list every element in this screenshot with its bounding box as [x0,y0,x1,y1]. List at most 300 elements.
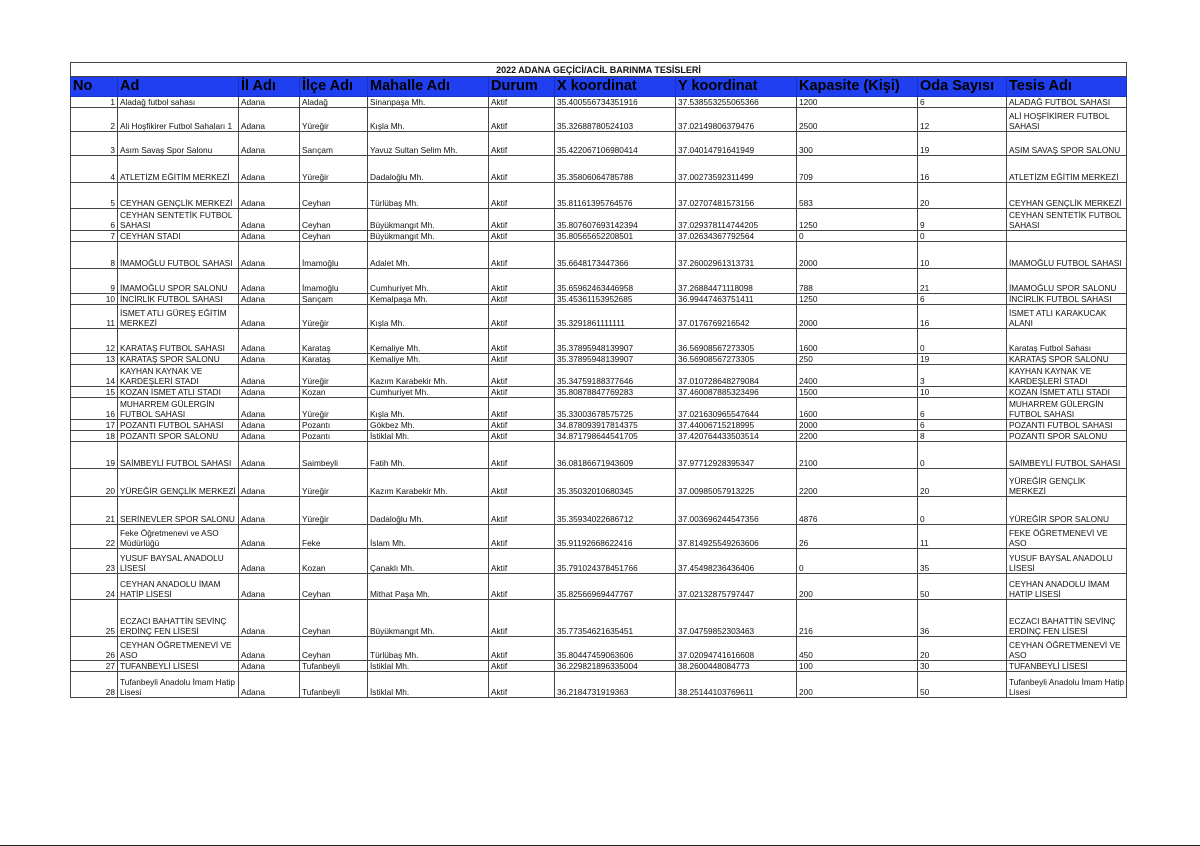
cell-oda: 30 [918,661,1007,672]
col-header-ilce: İlçe Adı [300,77,368,97]
cell-mahalle: Kemalpaşa Mh. [368,294,489,305]
cell-y: 38.2600448084773 [676,661,797,672]
cell-il: Adana [239,365,300,387]
cell-il: Adana [239,156,300,183]
cell-ilce: Feke [300,525,368,549]
cell-il: Adana [239,305,300,329]
cell-oda: 35 [918,549,1007,574]
cell-oda: 10 [918,387,1007,398]
cell-kapasite: 450 [797,637,918,661]
cell-oda: 21 [918,269,1007,294]
cell-ilce: Yüreğir [300,108,368,132]
cell-tesis: TUFANBEYLİ LİSESİ [1007,661,1127,672]
cell-tesis: Karataş Futbol Sahası [1007,329,1127,354]
cell-no: 26 [71,637,118,661]
cell-il: Adana [239,242,300,269]
cell-mahalle: İstiklal Mh. [368,672,489,698]
cell-ad: POZANTI SPOR SALONU [118,431,239,442]
cell-y: 37.45498236436406 [676,549,797,574]
cell-tesis [1007,231,1127,242]
cell-kapasite: 4876 [797,497,918,525]
cell-tesis: YÜREĞİR GENÇLİK MERKEZİ [1007,469,1127,497]
cell-x: 35.37895948139907 [555,354,676,365]
cell-mahalle: Türlübaş Mh. [368,183,489,209]
cell-tesis: SAİMBEYLİ FUTBOL SAHASI [1007,442,1127,469]
cell-kapasite: 200 [797,574,918,600]
cell-ilce: Yüreğir [300,156,368,183]
cell-oda: 0 [918,231,1007,242]
cell-y: 37.00985057913225 [676,469,797,497]
cell-x: 35.80878847769283 [555,387,676,398]
cell-x: 35.35032010680345 [555,469,676,497]
table-row [71,365,1127,387]
cell-no: 25 [71,600,118,637]
cell-tesis: İMAMOĞLU SPOR SALONU [1007,269,1127,294]
cell-x: 35.77354621635451 [555,600,676,637]
cell-no: 4 [71,156,118,183]
cell-tesis: İNCİRLİK FUTBOL SAHASI [1007,294,1127,305]
cell-mahalle: İstiklal Mh. [368,661,489,672]
table-row [71,108,1127,132]
cell-ad: Aladağ futbol sahası [118,97,239,108]
cell-ilce: Kozan [300,549,368,574]
cell-ilce: Karataş [300,329,368,354]
table-row [71,231,1127,242]
cell-ilce: Yüreğir [300,398,368,420]
cell-ilce: Yüreğir [300,469,368,497]
cell-no: 22 [71,525,118,549]
cell-no: 2 [71,108,118,132]
cell-y: 37.420764433503514 [676,431,797,442]
cell-no: 3 [71,132,118,156]
cell-ad: Asım Savaş Spor Salonu [118,132,239,156]
table-row [71,354,1127,365]
cell-durum: Aktif [489,661,555,672]
cell-tesis: YÜREĞİR SPOR SALONU [1007,497,1127,525]
cell-durum: Aktif [489,431,555,442]
cell-il: Adana [239,431,300,442]
cell-tesis: CEYHAN SENTETİK FUTBOL SAHASI [1007,209,1127,231]
cell-ilce: Ceyhan [300,637,368,661]
cell-ad: POZANTI FUTBOL SAHASI [118,420,239,431]
cell-x: 35.6648173447366 [555,242,676,269]
cell-oda: 3 [918,365,1007,387]
table-row [71,497,1127,525]
cell-oda: 36 [918,600,1007,637]
cell-oda: 20 [918,183,1007,209]
cell-durum: Aktif [489,354,555,365]
cell-il: Adana [239,420,300,431]
cell-il: Adana [239,108,300,132]
col-header-tesis: Tesis Adı [1007,77,1127,97]
cell-il: Adana [239,209,300,231]
cell-ad: TUFANBEYLİ LİSESİ [118,661,239,672]
cell-durum: Aktif [489,600,555,637]
cell-x: 35.422067106980414 [555,132,676,156]
cell-oda: 0 [918,497,1007,525]
cell-ilce: Kozan [300,387,368,398]
cell-mahalle: Türlübaş Mh. [368,637,489,661]
cell-x: 35.81161395764576 [555,183,676,209]
cell-y: 37.02634367792564 [676,231,797,242]
cell-no: 17 [71,420,118,431]
cell-durum: Aktif [489,183,555,209]
cell-no: 11 [71,305,118,329]
cell-y: 37.003696244547356 [676,497,797,525]
cell-ilce: Pozantı [300,431,368,442]
cell-kapasite: 583 [797,183,918,209]
cell-durum: Aktif [489,672,555,698]
cell-durum: Aktif [489,132,555,156]
cell-no: 16 [71,398,118,420]
sheet-title: 2022 ADANA GEÇİCİ/ACİL BARINMA TESİSLERİ [71,63,1127,77]
cell-tesis: İMAMOĞLU FUTBOL SAHASI [1007,242,1127,269]
cell-durum: Aktif [489,305,555,329]
table-row [71,637,1127,661]
cell-ad: CEYHAN ANADOLU İMAM HATİP LİSESİ [118,574,239,600]
cell-kapasite: 709 [797,156,918,183]
cell-mahalle: Fatih Mh. [368,442,489,469]
table-row [71,525,1127,549]
col-header-ad: Ad [118,77,239,97]
cell-y: 37.02707481573156 [676,183,797,209]
cell-x: 35.791024378451766 [555,549,676,574]
cell-durum: Aktif [489,420,555,431]
cell-ilce: Saimbeyli [300,442,368,469]
cell-il: Adana [239,398,300,420]
cell-mahalle: Gökbez Mh. [368,420,489,431]
cell-ilce: Ceyhan [300,600,368,637]
col-header-y: Y koordinat [676,77,797,97]
cell-durum: Aktif [489,442,555,469]
cell-x: 35.45361153952685 [555,294,676,305]
cell-no: 1 [71,97,118,108]
cell-no: 20 [71,469,118,497]
cell-oda: 6 [918,398,1007,420]
cell-no: 10 [71,294,118,305]
table-row [71,672,1127,698]
cell-y: 36.56908567273305 [676,354,797,365]
cell-y: 37.26884471118098 [676,269,797,294]
cell-il: Adana [239,600,300,637]
cell-ad: İNCİRLİK FUTBOL SAHASI [118,294,239,305]
cell-x: 36.229821896335004 [555,661,676,672]
table-row [71,398,1127,420]
table-row [71,420,1127,431]
cell-no: 9 [71,269,118,294]
cell-durum: Aktif [489,387,555,398]
cell-tesis: KOZAN İSMET ATLI STADI [1007,387,1127,398]
table-row [71,574,1127,600]
cell-durum: Aktif [489,329,555,354]
cell-y: 37.04759852303463 [676,600,797,637]
cell-x: 35.35806064785788 [555,156,676,183]
cell-durum: Aktif [489,497,555,525]
cell-durum: Aktif [489,269,555,294]
cell-x: 35.91192668622416 [555,525,676,549]
cell-durum: Aktif [489,294,555,305]
cell-durum: Aktif [489,156,555,183]
cell-y: 37.460087885323496 [676,387,797,398]
cell-kapasite: 2000 [797,305,918,329]
table-row [71,305,1127,329]
cell-mahalle: Kışla Mh. [368,398,489,420]
col-header-oda: Oda Sayısı [918,77,1007,97]
cell-ad: İMAMOĞLU SPOR SALONU [118,269,239,294]
cell-ad: CEYHAN SENTETİK FUTBOL SAHASI [118,209,239,231]
cell-x: 35.34759188377646 [555,365,676,387]
cell-no: 19 [71,442,118,469]
cell-x: 35.807607693142394 [555,209,676,231]
cell-y: 37.26002961313731 [676,242,797,269]
cell-no: 6 [71,209,118,231]
cell-y: 37.029378114744205 [676,209,797,231]
cell-ad: SERİNEVLER SPOR SALONU [118,497,239,525]
cell-no: 28 [71,672,118,698]
cell-kapasite: 2100 [797,442,918,469]
cell-no: 23 [71,549,118,574]
cell-il: Adana [239,442,300,469]
cell-kapasite: 1500 [797,387,918,398]
cell-oda: 20 [918,469,1007,497]
cell-kapasite: 2200 [797,469,918,497]
table-row [71,469,1127,497]
cell-y: 36.99447463751411 [676,294,797,305]
cell-x: 34.871798644541705 [555,431,676,442]
cell-oda: 50 [918,574,1007,600]
cell-il: Adana [239,672,300,698]
cell-no: 18 [71,431,118,442]
col-header-il: İl Adı [239,77,300,97]
cell-durum: Aktif [489,549,555,574]
cell-x: 35.35934022686712 [555,497,676,525]
cell-y: 37.0176769216542 [676,305,797,329]
cell-il: Adana [239,525,300,549]
cell-ad: Feke Öğretmenevi ve ASO Müdürlüğü [118,525,239,549]
cell-mahalle: İslam Mh. [368,525,489,549]
cell-kapasite: 1600 [797,398,918,420]
table-row [71,329,1127,354]
cell-kapasite: 200 [797,672,918,698]
cell-kapasite: 250 [797,354,918,365]
cell-oda: 6 [918,420,1007,431]
table-row [71,156,1127,183]
cell-oda: 20 [918,637,1007,661]
cell-oda: 16 [918,305,1007,329]
title-row [71,63,1127,77]
col-header-kapasite: Kapasite (Kişi) [797,77,918,97]
table-row [71,600,1127,637]
cell-ilce: Tufanbeyli [300,661,368,672]
cell-ilce: İmamoğlu [300,269,368,294]
cell-kapasite: 1600 [797,329,918,354]
cell-mahalle: Adalet Mh. [368,242,489,269]
shelter-table [70,62,1127,698]
cell-durum: Aktif [489,469,555,497]
col-header-no: No [71,77,118,97]
cell-il: Adana [239,354,300,365]
cell-kapasite: 2000 [797,242,918,269]
cell-durum: Aktif [489,365,555,387]
cell-tesis: ATLETİZM EĞİTİM MERKEZİ [1007,156,1127,183]
cell-ad: CEYHAN ÖĞRETMENEVİ VE ASO [118,637,239,661]
cell-durum: Aktif [489,398,555,420]
cell-oda: 8 [918,431,1007,442]
cell-tesis: FEKE ÖĞRETMENEVİ VE ASO [1007,525,1127,549]
cell-no: 14 [71,365,118,387]
cell-ad: CEYHAN GENÇLİK MERKEZİ [118,183,239,209]
cell-tesis: POZANTI SPOR SALONU [1007,431,1127,442]
cell-mahalle: Kışla Mh. [368,305,489,329]
cell-il: Adana [239,637,300,661]
cell-no: 8 [71,242,118,269]
cell-y: 37.00273592311499 [676,156,797,183]
cell-durum: Aktif [489,637,555,661]
cell-oda: 6 [918,97,1007,108]
cell-durum: Aktif [489,525,555,549]
cell-tesis: CEYHAN GENÇLİK MERKEZİ [1007,183,1127,209]
cell-x: 35.3291861111111 [555,305,676,329]
table-row [71,549,1127,574]
cell-ad: KARATAŞ SPOR SALONU [118,354,239,365]
header-row [71,77,1127,97]
cell-ad: MUHARREM GÜLERGİN FUTBOL SAHASI [118,398,239,420]
cell-ilce: Sarıçam [300,294,368,305]
table-row [71,294,1127,305]
cell-ilce: Aladağ [300,97,368,108]
table-row [71,269,1127,294]
cell-kapasite: 100 [797,661,918,672]
table-body [71,97,1127,698]
cell-ad: ATLETİZM EĞİTİM MERKEZİ [118,156,239,183]
cell-mahalle: Kemaliye Mh. [368,354,489,365]
cell-durum: Aktif [489,108,555,132]
cell-il: Adana [239,549,300,574]
cell-il: Adana [239,329,300,354]
cell-mahalle: Yavuz Sultan Selim Mh. [368,132,489,156]
cell-y: 37.02094741616608 [676,637,797,661]
cell-x: 36.08186671943609 [555,442,676,469]
cell-il: Adana [239,469,300,497]
cell-x: 35.37895948139907 [555,329,676,354]
cell-y: 37.02149806379476 [676,108,797,132]
cell-no: 13 [71,354,118,365]
cell-x: 34.878093917814375 [555,420,676,431]
cell-ad: CEYHAN STADI [118,231,239,242]
cell-tesis: POZANTI FUTBOL SAHASI [1007,420,1127,431]
cell-kapasite: 1250 [797,209,918,231]
cell-oda: 6 [918,294,1007,305]
cell-ilce: Yüreğir [300,305,368,329]
col-header-durum: Durum [489,77,555,97]
cell-oda: 10 [918,242,1007,269]
table-row [71,431,1127,442]
cell-x: 35.82566969447767 [555,574,676,600]
cell-il: Adana [239,97,300,108]
cell-tesis: ECZACI BAHATTİN SEVİNÇ ERDİNÇ FEN LİSESİ [1007,600,1127,637]
cell-x: 36.2184731919363 [555,672,676,698]
cell-il: Adana [239,132,300,156]
cell-mahalle: Dadaloğlu Mh. [368,497,489,525]
cell-mahalle: Büyükmangıt Mh. [368,209,489,231]
cell-ad: KARATAŞ FUTBOL SAHASI [118,329,239,354]
cell-no: 12 [71,329,118,354]
table-row [71,209,1127,231]
cell-mahalle: Cumhuriyet Mh. [368,269,489,294]
table-row [71,242,1127,269]
cell-tesis: KARATAŞ SPOR SALONU [1007,354,1127,365]
cell-mahalle: Dadaloğlu Mh. [368,156,489,183]
cell-tesis: MUHARREM GÜLERGİN FUTBOL SAHASI [1007,398,1127,420]
cell-no: 27 [71,661,118,672]
cell-oda: 0 [918,329,1007,354]
cell-il: Adana [239,497,300,525]
cell-ilce: Yüreğir [300,497,368,525]
cell-tesis: CEYHAN ANADOLU İMAM HATİP LİSESİ [1007,574,1127,600]
cell-mahalle: İstiklal Mh. [368,431,489,442]
cell-kapasite: 300 [797,132,918,156]
cell-ilce: Ceyhan [300,183,368,209]
cell-oda: 12 [918,108,1007,132]
cell-il: Adana [239,231,300,242]
table-row [71,183,1127,209]
cell-ilce: Yüreğir [300,365,368,387]
cell-oda: 50 [918,672,1007,698]
cell-x: 35.80447459063606 [555,637,676,661]
table-row [71,132,1127,156]
cell-y: 37.010728648279084 [676,365,797,387]
cell-il: Adana [239,183,300,209]
cell-y: 37.021630965547644 [676,398,797,420]
cell-y: 37.97712928395347 [676,442,797,469]
table-row [71,661,1127,672]
cell-kapasite: 1250 [797,294,918,305]
cell-kapasite: 0 [797,231,918,242]
cell-x: 35.400556734351916 [555,97,676,108]
cell-kapasite: 216 [797,600,918,637]
cell-tesis: KAYHAN KAYNAK VE KARDEŞLERİ STADI [1007,365,1127,387]
cell-ad: İMAMOĞLU FUTBOL SAHASI [118,242,239,269]
cell-y: 37.814925549263606 [676,525,797,549]
cell-tesis: YUSUF BAYSAL ANADOLU LİSESİ [1007,549,1127,574]
cell-oda: 16 [918,156,1007,183]
cell-mahalle: Kazım Karabekir Mh. [368,469,489,497]
col-header-mahalle: Mahalle Adı [368,77,489,97]
cell-ad: YUSUF BAYSAL ANADOLU LİSESİ [118,549,239,574]
cell-oda: 0 [918,442,1007,469]
cell-kapasite: 788 [797,269,918,294]
cell-no: 24 [71,574,118,600]
cell-oda: 9 [918,209,1007,231]
cell-y: 37.44006715218995 [676,420,797,431]
cell-no: 5 [71,183,118,209]
cell-mahalle: Kemaliye Mh. [368,329,489,354]
cell-ad: SAİMBEYLİ FUTBOL SAHASI [118,442,239,469]
cell-ad: İSMET ATLI GÜREŞ EĞİTİM MERKEZİ [118,305,239,329]
cell-ilce: Pozantı [300,420,368,431]
cell-kapasite: 26 [797,525,918,549]
cell-mahalle: Kışla Mh. [368,108,489,132]
cell-y: 36.56908567273305 [676,329,797,354]
cell-durum: Aktif [489,231,555,242]
cell-mahalle: Büyükmangıt Mh. [368,231,489,242]
cell-y: 38.25144103769611 [676,672,797,698]
cell-no: 15 [71,387,118,398]
cell-oda: 11 [918,525,1007,549]
cell-x: 35.33003678575725 [555,398,676,420]
cell-ad: Ali Hoşfikirer Futbol Sahaları 1 [118,108,239,132]
cell-tesis: ALİ HOŞFİKİRER FUTBOL SAHASI [1007,108,1127,132]
